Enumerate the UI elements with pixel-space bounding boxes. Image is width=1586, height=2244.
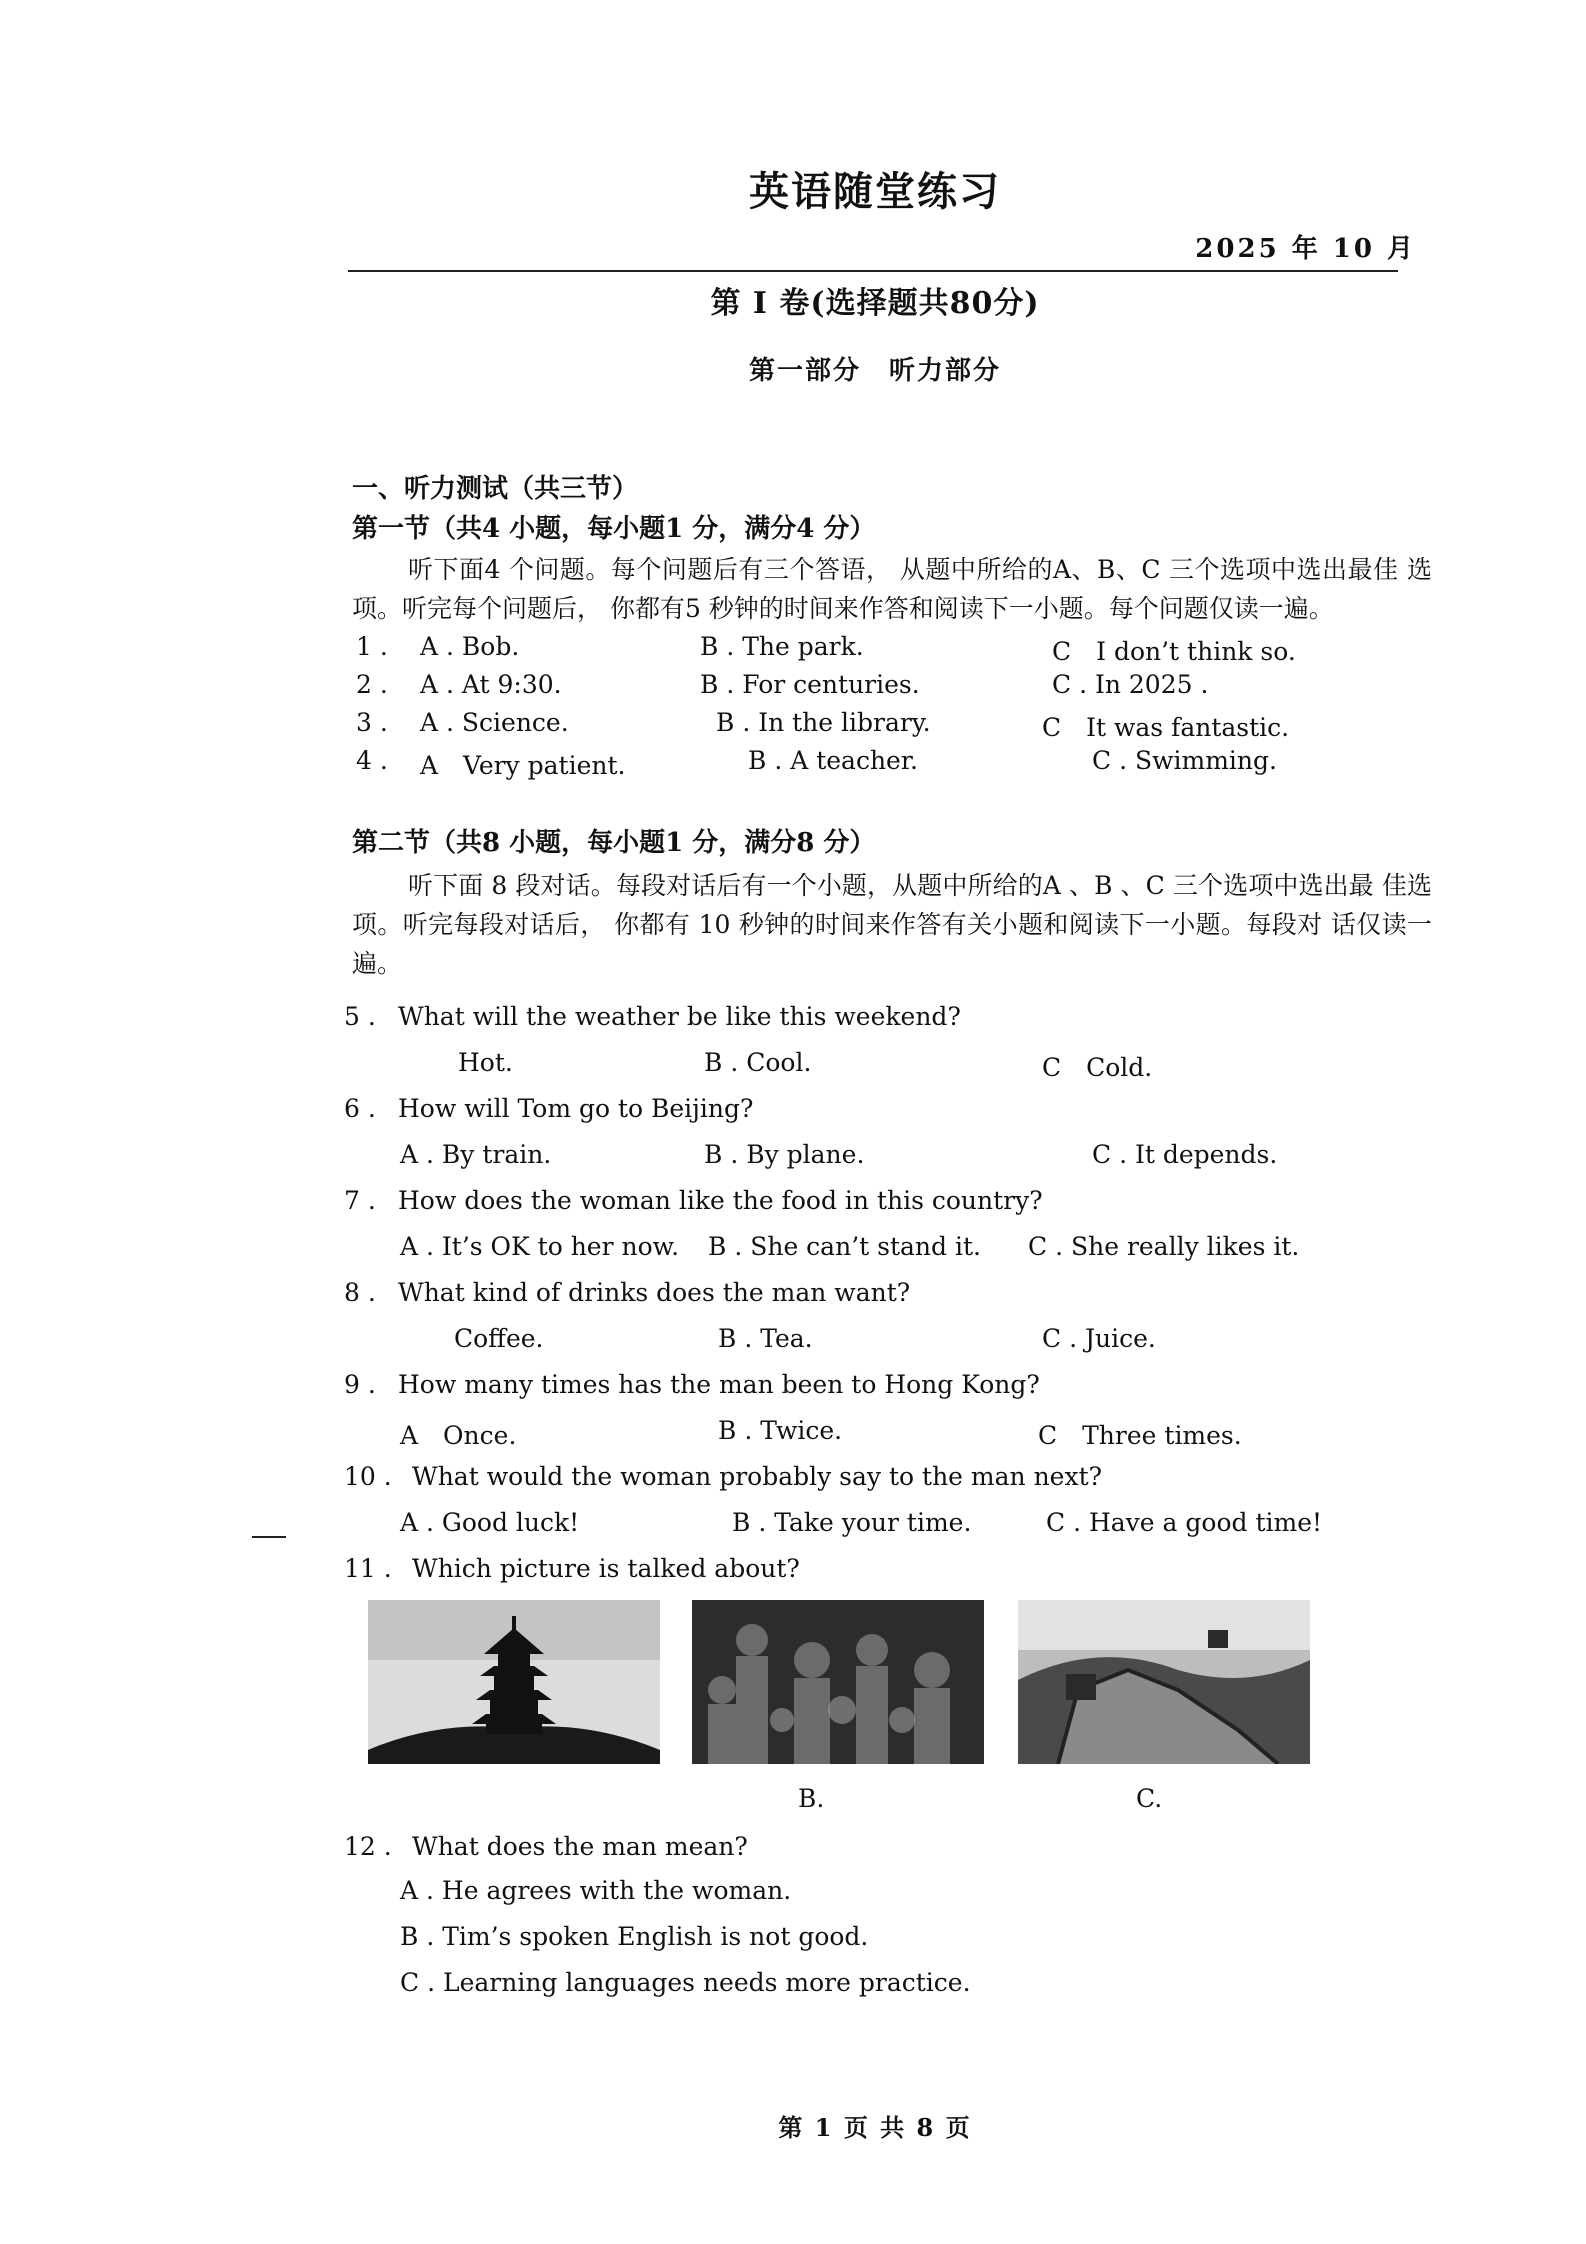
- option-a: A . Good luck!: [400, 1508, 580, 1537]
- option-c: C . Juice.: [1042, 1324, 1156, 1353]
- question-number: 3 .: [356, 708, 388, 737]
- question-number: 2 .: [356, 670, 388, 699]
- part-heading: 第一部分 听力部分: [748, 356, 1001, 386]
- option-c: C . In 2025 .: [1052, 670, 1209, 699]
- question-stem: What does the man mean?: [412, 1832, 748, 1861]
- option-a: A . At 9:30.: [420, 670, 562, 699]
- option-c: C . Have a good time!: [1046, 1508, 1323, 1537]
- option-b: B . A teacher.: [748, 746, 919, 775]
- question-number: 8 .: [344, 1278, 376, 1307]
- picture-label-b: B.: [798, 1784, 825, 1813]
- option-a: A . Bob.: [420, 632, 520, 661]
- section1-heading: 第一节（共4 小题，每小题1 分，满分4 分）: [352, 514, 876, 544]
- option-a: Hot.: [458, 1048, 513, 1077]
- option-b: B . In the library.: [716, 708, 931, 737]
- option-a: A . Science.: [420, 708, 569, 737]
- question-stem: What would the woman probably say to the man next?: [412, 1462, 1103, 1491]
- question-number: 11 .: [344, 1554, 392, 1583]
- option-c: C Cold.: [1042, 1053, 1153, 1082]
- question-stem: What kind of drinks does the man want?: [398, 1278, 911, 1307]
- option-a: A . He agrees with the woman.: [400, 1876, 792, 1905]
- option-b: B . Take your time.: [732, 1508, 972, 1537]
- option-b: B . Cool.: [704, 1048, 812, 1077]
- question-stem: Which picture is talked about?: [412, 1554, 800, 1583]
- question-number: 7 .: [344, 1186, 376, 1215]
- question-number: 1 .: [356, 632, 388, 661]
- question-number: 6 .: [344, 1094, 376, 1123]
- section1-instructions: 听下面4 个问题。每个问题后有三个答语， 从题中所给的A、B、C 三个选项中选出最佳 选项。听完每个问题后， 你都有5 秒钟的时间来作答和阅读下一小题。每个问题仅读一遍。: [352, 555, 1432, 623]
- option-a: A Once.: [400, 1421, 517, 1450]
- option-b: B . Twice.: [718, 1416, 843, 1445]
- question-number: 4 .: [356, 746, 388, 775]
- option-a: A . It’s OK to her now.: [400, 1232, 680, 1261]
- option-b: B . She can’t stand it.: [708, 1232, 981, 1261]
- option-b: B . Tea.: [718, 1324, 813, 1353]
- option-b: B . The park.: [700, 632, 864, 661]
- section2-instructions: 听下面 8 段对话。每段对话后有一个小题，从题中所给的A 、B 、C 三个选项中选出最 佳选项。听完每段对话后， 你都有 10 秒钟的时间来作答有关小题和阅读下一小题。每段对 话仅读一遍。: [352, 871, 1432, 978]
- volume-heading: 第 I 卷(选择题共80分): [710, 286, 1040, 321]
- question-stem: What will the weather be like this weekend?: [398, 1002, 961, 1031]
- page-footer: 第 1 页 共 8 页: [778, 2113, 972, 2142]
- question-stem: How does the woman like the food in this country?: [398, 1186, 1043, 1215]
- question-stem: How many times has the man been to Hong Kong?: [398, 1370, 1040, 1399]
- option-c: C It was fantastic.: [1042, 713, 1290, 742]
- option-a: A . By train.: [400, 1140, 552, 1169]
- option-c: C . Learning languages needs more practice.: [400, 1968, 971, 1997]
- option-a: Coffee.: [454, 1324, 544, 1353]
- question-number: 5 .: [344, 1002, 376, 1031]
- option-c: C . It depends.: [1092, 1140, 1278, 1169]
- question-number: 12 .: [344, 1832, 392, 1861]
- option-a: A Very patient.: [420, 751, 626, 780]
- section-main-heading: 一、听力测试（共三节）: [352, 474, 639, 504]
- option-b: B . By plane.: [704, 1140, 865, 1169]
- margin-mark: [252, 1536, 286, 1538]
- picture-b-terracotta-warriors: [692, 1600, 984, 1764]
- option-c: C I don’t think so.: [1052, 637, 1296, 666]
- picture-label-c: C.: [1136, 1784, 1163, 1813]
- section2-heading: 第二节（共8 小题，每小题1 分，满分8 分）: [352, 828, 876, 858]
- question-stem: How will Tom go to Beijing?: [398, 1094, 754, 1123]
- question-number: 10 .: [344, 1462, 392, 1491]
- picture-a-yellow-crane-tower: [368, 1600, 660, 1764]
- option-c: C . She really likes it.: [1028, 1232, 1300, 1261]
- page-title: 英语随堂练习: [749, 168, 1001, 215]
- exam-date: 2025 年 10 月: [1195, 234, 1416, 264]
- question-number: 9 .: [344, 1370, 376, 1399]
- picture-c-great-wall: [1018, 1600, 1310, 1764]
- option-c: C Three times.: [1038, 1421, 1242, 1450]
- option-c: C . Swimming.: [1092, 746, 1277, 775]
- option-b: B . Tim’s spoken English is not good.: [400, 1922, 869, 1951]
- option-b: B . For centuries.: [700, 670, 920, 699]
- header-divider: [348, 270, 1398, 272]
